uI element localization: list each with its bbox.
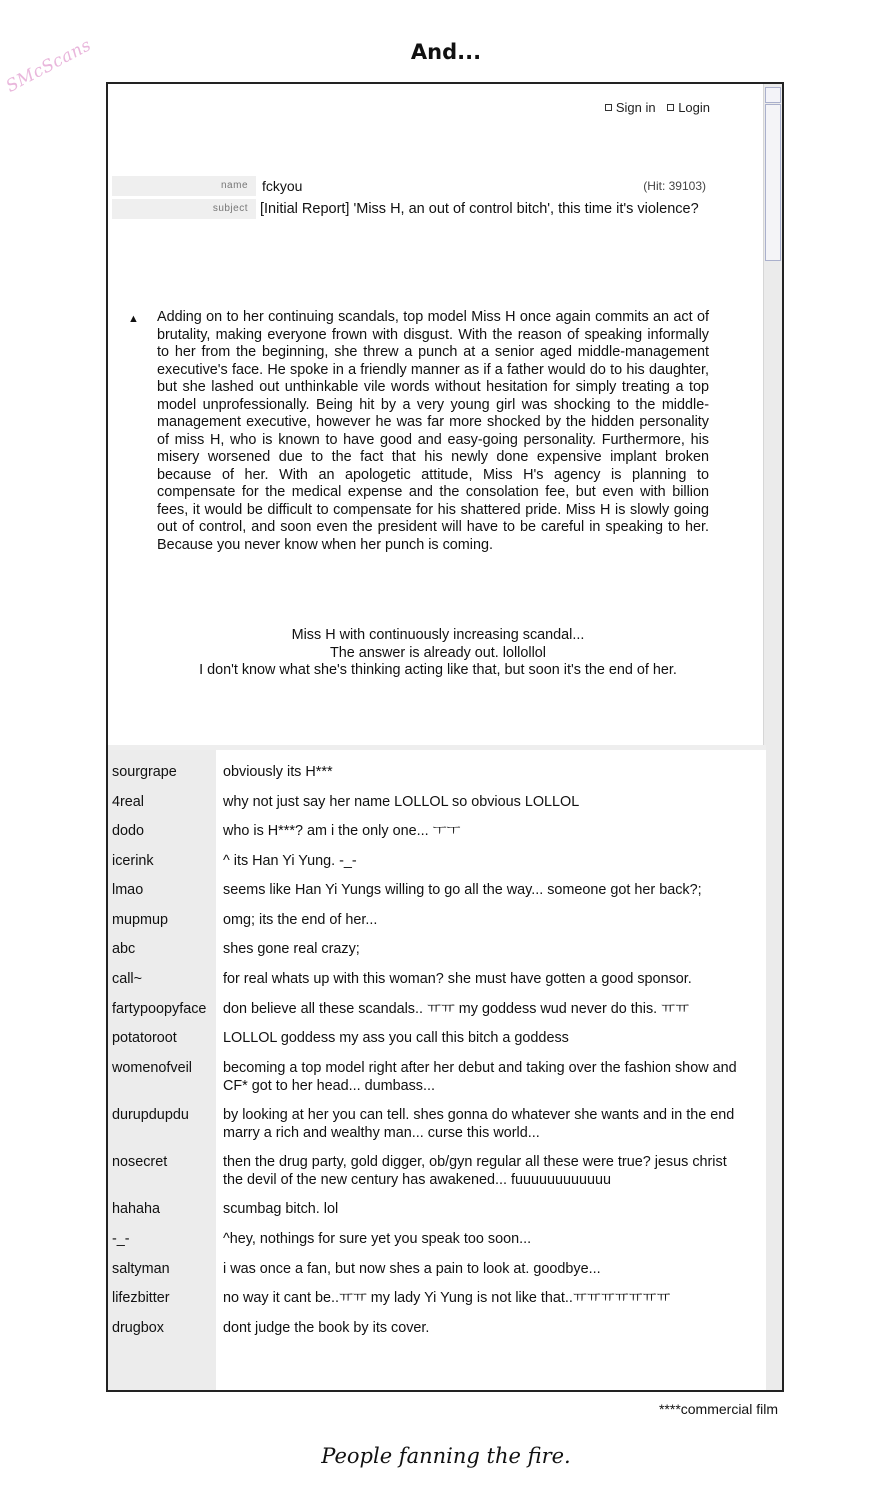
comment-row <box>108 1320 748 1338</box>
scroll-up-arrow-icon[interactable] <box>765 87 781 103</box>
comment-username: potatoroot <box>112 1030 177 1046</box>
hit-count: (Hit: 39103) <box>643 179 706 193</box>
comment-row <box>108 912 748 930</box>
comment-row <box>108 1290 748 1308</box>
comment-row <box>108 823 748 841</box>
comment-row <box>108 1231 748 1249</box>
comment-row <box>108 1261 748 1279</box>
sign-in-link[interactable] <box>605 100 656 115</box>
bullet-square-icon <box>605 104 612 111</box>
comment-text: don believe all these scandals.. ㅠㅠ my goddess wud never do this. ㅠㅠ <box>223 1001 689 1017</box>
comment-username: dodo <box>112 823 145 839</box>
comment-text: seems like Han Yi Yungs willing to go all the way... someone got her back?; <box>223 882 702 898</box>
comment-row <box>108 1107 748 1142</box>
post-subject-row <box>112 199 706 219</box>
comment-username: 4real <box>112 794 144 810</box>
post-subject: [Initial Report] 'Miss H, an out of control bitch', this time it's violence? <box>260 201 699 217</box>
closing-line: Miss H with continuously increasing scandal... <box>291 627 585 643</box>
comment-text: no way it cant be..ㅠㅠ my lady Yi Yung is not like that..ㅠㅠㅠㅠㅠㅠㅠ <box>223 1290 671 1306</box>
comment-username: abc <box>112 941 136 957</box>
post-body: Adding on to her continuing scandals, top model Miss H once again commits an act of brutality, making everyone frown with disgust. With the reason of speaking informally to her from the beginning, she threw a punch at a senior aged middle-management executive's face. He spoke in a friendly manner as if a father would do to his daughter, but she lashed out unthinkable vile words without hesitation for simply treating a top model unprofessionally. Being hit by a very young girl was shocking to the middle-management executive, however he was far more shocked by the hidden personality of miss H, who is known to have good and easy-going personality. Furthermore, his misery worsened due to the fact that his newly done expensive implant broken because of her. With an apologetic attitude, Miss H's agency is planning to compensate for the medical expense and the consolation fee, but even with billion fees, it would be difficult to compensate for his shattered pride. Miss H is slowly going out of control, and soon even the president will have to be careful in speaking to her. Because you never know when her punch is coming. <box>157 309 709 553</box>
comment-text: why not just say her name LOLLOL so obvious LOLLOL <box>223 794 580 810</box>
comment-username: womenofveil <box>112 1060 192 1076</box>
comment-username: mupmup <box>112 912 168 928</box>
comment-row <box>108 853 748 871</box>
comment-text: for real whats up with this woman? she must have gotten a good sponsor. <box>223 971 692 987</box>
scanlator-watermark: SMcScans <box>2 35 95 97</box>
comment-username: saltyman <box>112 1261 170 1277</box>
comment-row <box>108 1060 748 1095</box>
comment-row <box>108 1154 748 1189</box>
sign-in-label: Sign in <box>615 100 656 115</box>
comment-text: LOLLOL goddess my ass you call this bitch a goddess <box>223 1030 569 1046</box>
login-link[interactable] <box>667 100 710 115</box>
forum-window <box>106 82 784 1392</box>
comment-row <box>108 882 748 900</box>
comment-row <box>108 1201 748 1219</box>
comment-row <box>108 971 748 989</box>
caption-top: And... <box>410 40 482 64</box>
auth-links <box>597 100 710 115</box>
comments-list <box>108 750 766 1392</box>
subject-label: subject <box>112 199 256 219</box>
comment-username: fartypoopyface <box>112 1001 207 1017</box>
comment-username: lmao <box>112 882 144 898</box>
comment-text: becoming a top model right after her debut and taking over the fashion show and CF* got to her head... dumbass... <box>223 1060 737 1094</box>
triangle-bullet-icon: ▲ <box>128 313 139 325</box>
author-name: fckyou <box>262 178 303 194</box>
comment-text: shes gone real crazy; <box>223 941 360 957</box>
comment-text: by looking at her you can tell. shes gonna do whatever she wants and in the end marry a rich and wealthy man... curse this world... <box>223 1107 735 1141</box>
comment-text: who is H***? am i the only one... ㅜㅜ <box>223 823 461 839</box>
closing-line: The answer is already out. lollollol <box>330 644 546 661</box>
comment-text: omg; its the end of her... <box>223 912 378 928</box>
post-closing <box>108 627 768 680</box>
comment-username: hahaha <box>112 1201 161 1217</box>
closing-line: I don't know what she's thinking acting like that, but soon it's the end of her. <box>199 662 677 678</box>
comment-row <box>108 1030 748 1048</box>
comment-username: nosecret <box>112 1154 168 1170</box>
comment-username: icerink <box>112 853 154 869</box>
footnote: ****commercial film <box>658 1401 778 1417</box>
login-label: Login <box>678 100 710 115</box>
comment-username: drugbox <box>112 1320 165 1336</box>
name-label: name <box>112 176 256 196</box>
comment-text: ^hey, nothings for sure yet you speak too soon... <box>223 1231 532 1247</box>
comment-row <box>108 1001 748 1019</box>
comment-text: scumbag bitch. lol <box>223 1201 339 1217</box>
post-name-row <box>112 176 706 196</box>
comment-username: sourgrape <box>112 764 177 780</box>
comment-text: dont judge the book by its cover. <box>223 1320 430 1336</box>
caption-bottom: People fanning the fire. <box>321 1444 571 1468</box>
bullet-square-icon <box>667 104 674 111</box>
comment-text: ^ its Han Yi Yung. -_- <box>223 853 357 869</box>
comment-row <box>108 794 748 812</box>
comment-text: obviously its H*** <box>223 764 333 780</box>
comment-username: call~ <box>112 971 142 987</box>
comment-username: durupdupdu <box>112 1107 189 1123</box>
comment-text: then the drug party, gold digger, ob/gyn regular all these were true? jesus christ the devil of the new century has awakened... fuuuuuuuuuuuu <box>223 1154 727 1188</box>
comment-username: lifezbitter <box>112 1290 170 1306</box>
comment-text: i was once a fan, but now shes a pain to look at. goodbye... <box>223 1261 601 1277</box>
comment-username: -_- <box>112 1231 130 1247</box>
comment-row <box>108 941 748 959</box>
comment-row <box>108 764 748 782</box>
scroll-thumb[interactable] <box>765 104 781 261</box>
